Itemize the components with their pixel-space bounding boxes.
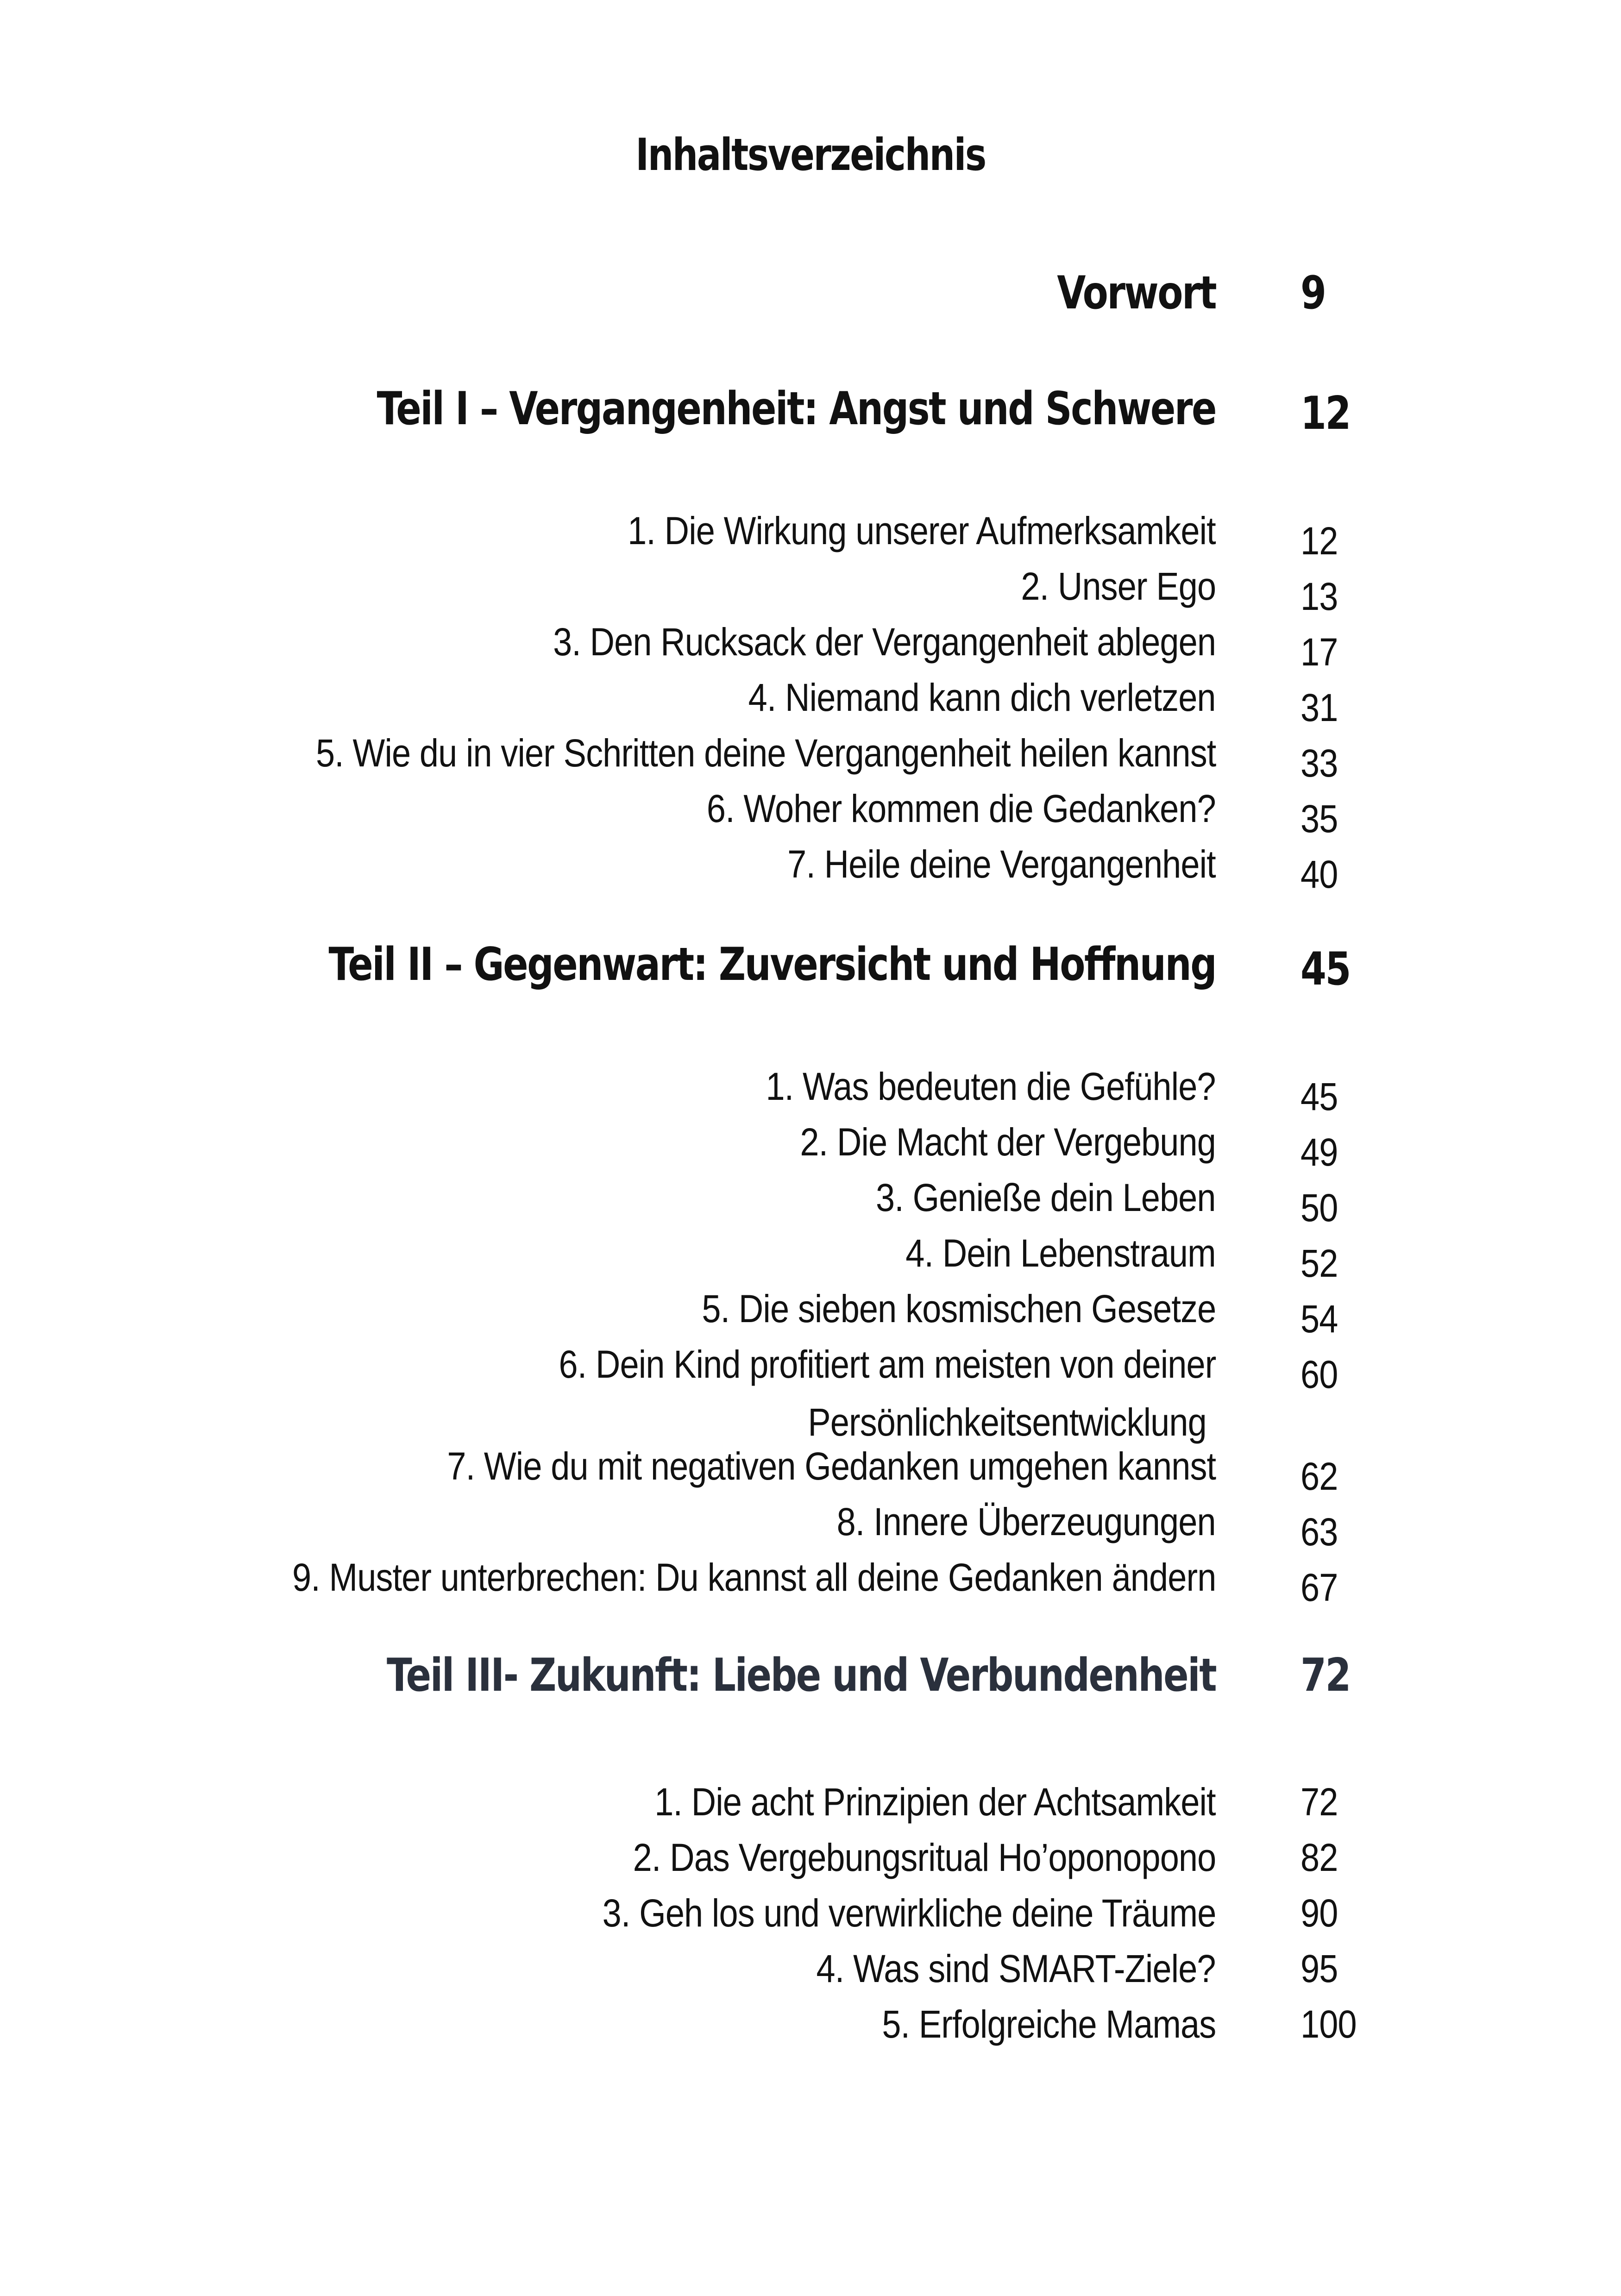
page-number: 82: [1301, 1836, 1338, 1879]
entry-label: 1. Die acht Prinzipien der Achtsamkeit: [654, 1780, 1216, 1824]
page-number: 12: [1301, 519, 1338, 563]
heading-label: Teil II – Gegenwart: Zuversicht und Hoffnung: [328, 938, 1216, 991]
entry-label: 2. Unser Ego: [1021, 565, 1216, 608]
page-number: 45: [1301, 943, 1350, 996]
page-number: 54: [1301, 1297, 1338, 1341]
entry-label: 1. Die Wirkung unserer Aufmerksamkeit: [628, 509, 1216, 552]
page-number: 13: [1301, 575, 1338, 618]
entry-label: 3. Genieße dein Leben: [876, 1176, 1216, 1219]
heading-label: Teil III- Zukunft: Liebe und Verbundenheit: [386, 1649, 1216, 1702]
toc-heading-part-3: [0, 1632, 1621, 1702]
heading-label: Teil I – Vergangenheit: Angst und Schwere: [377, 383, 1216, 435]
page-number: 17: [1301, 630, 1338, 674]
entry-label: 5. Erfolgreiche Mamas: [881, 2002, 1216, 2046]
toc-entry: [0, 1977, 1621, 2047]
page-number: 49: [1301, 1130, 1338, 1174]
page-number: 35: [1301, 797, 1338, 841]
toc-heading-part-1: [0, 366, 1621, 440]
page-number: 90: [1301, 1891, 1338, 1935]
page-number: 45: [1301, 1075, 1338, 1118]
page-number: 52: [1301, 1242, 1338, 1285]
page-number: 67: [1301, 1566, 1338, 1609]
page-number: 95: [1301, 1947, 1338, 1990]
page-number: 12: [1301, 387, 1350, 440]
entry-label: 2. Die Macht der Vergebung: [800, 1120, 1216, 1164]
heading-label: Vorwort: [1057, 267, 1216, 320]
entry-label: 4. Niemand kann dich verletzen: [748, 676, 1216, 719]
page-number: 62: [1301, 1455, 1338, 1498]
entry-label: 2. Das Vergebungsritual Ho’oponopono: [633, 1836, 1216, 1879]
page-number: 100: [1301, 2002, 1357, 2046]
toc-entry: [0, 1531, 1621, 1609]
entry-label: 7. Heile deine Vergangenheit: [787, 842, 1216, 886]
page-number: 63: [1301, 1510, 1338, 1554]
entry-label: 7. Wie du mit negativen Gedanken umgehen kannst: [447, 1444, 1216, 1488]
page-number: 50: [1301, 1186, 1338, 1230]
page-number: 72: [1301, 1649, 1350, 1702]
entry-label: 5. Die sieben kosmischen Gesetze: [702, 1287, 1216, 1330]
page-number: 60: [1301, 1353, 1338, 1396]
entry-label: 3. Den Rucksack der Vergangenheit ablegen: [553, 620, 1216, 664]
toc-heading-vorwort: [0, 250, 1621, 320]
entry-label: 3. Geh los und verwirkliche deine Träume: [602, 1891, 1216, 1935]
toc-title: Inhaltsverzeichnis: [635, 130, 986, 181]
entry-label-continuation: Persönlichkeitsentwicklung: [808, 1400, 1206, 1444]
page-number: 40: [1301, 853, 1338, 896]
page-number: 9: [1301, 267, 1326, 320]
entry-label: 4. Was sind SMART-Ziele?: [816, 1947, 1216, 1990]
page-number: 33: [1301, 741, 1338, 785]
page-number: 31: [1301, 686, 1338, 729]
entry-label: 5. Wie du in vier Schritten deine Vergangenheit heilen kannst: [315, 731, 1216, 775]
toc-entry: [0, 817, 1621, 896]
entry-label: 6. Woher kommen die Gedanken?: [707, 787, 1216, 830]
entry-label: 8. Innere Überzeugungen: [836, 1500, 1216, 1543]
entry-label: 9. Muster unterbrechen: Du kannst all deine Gedanken ändern: [292, 1556, 1216, 1599]
entry-label: 1. Was bedeuten die Gefühle?: [766, 1065, 1216, 1108]
toc-heading-part-2: [0, 922, 1621, 996]
entry-label: 6. Dein Kind profitiert am meisten von deiner: [559, 1342, 1216, 1386]
page-number: 72: [1301, 1780, 1338, 1824]
entry-label: 4. Dein Lebenstraum: [905, 1231, 1216, 1275]
